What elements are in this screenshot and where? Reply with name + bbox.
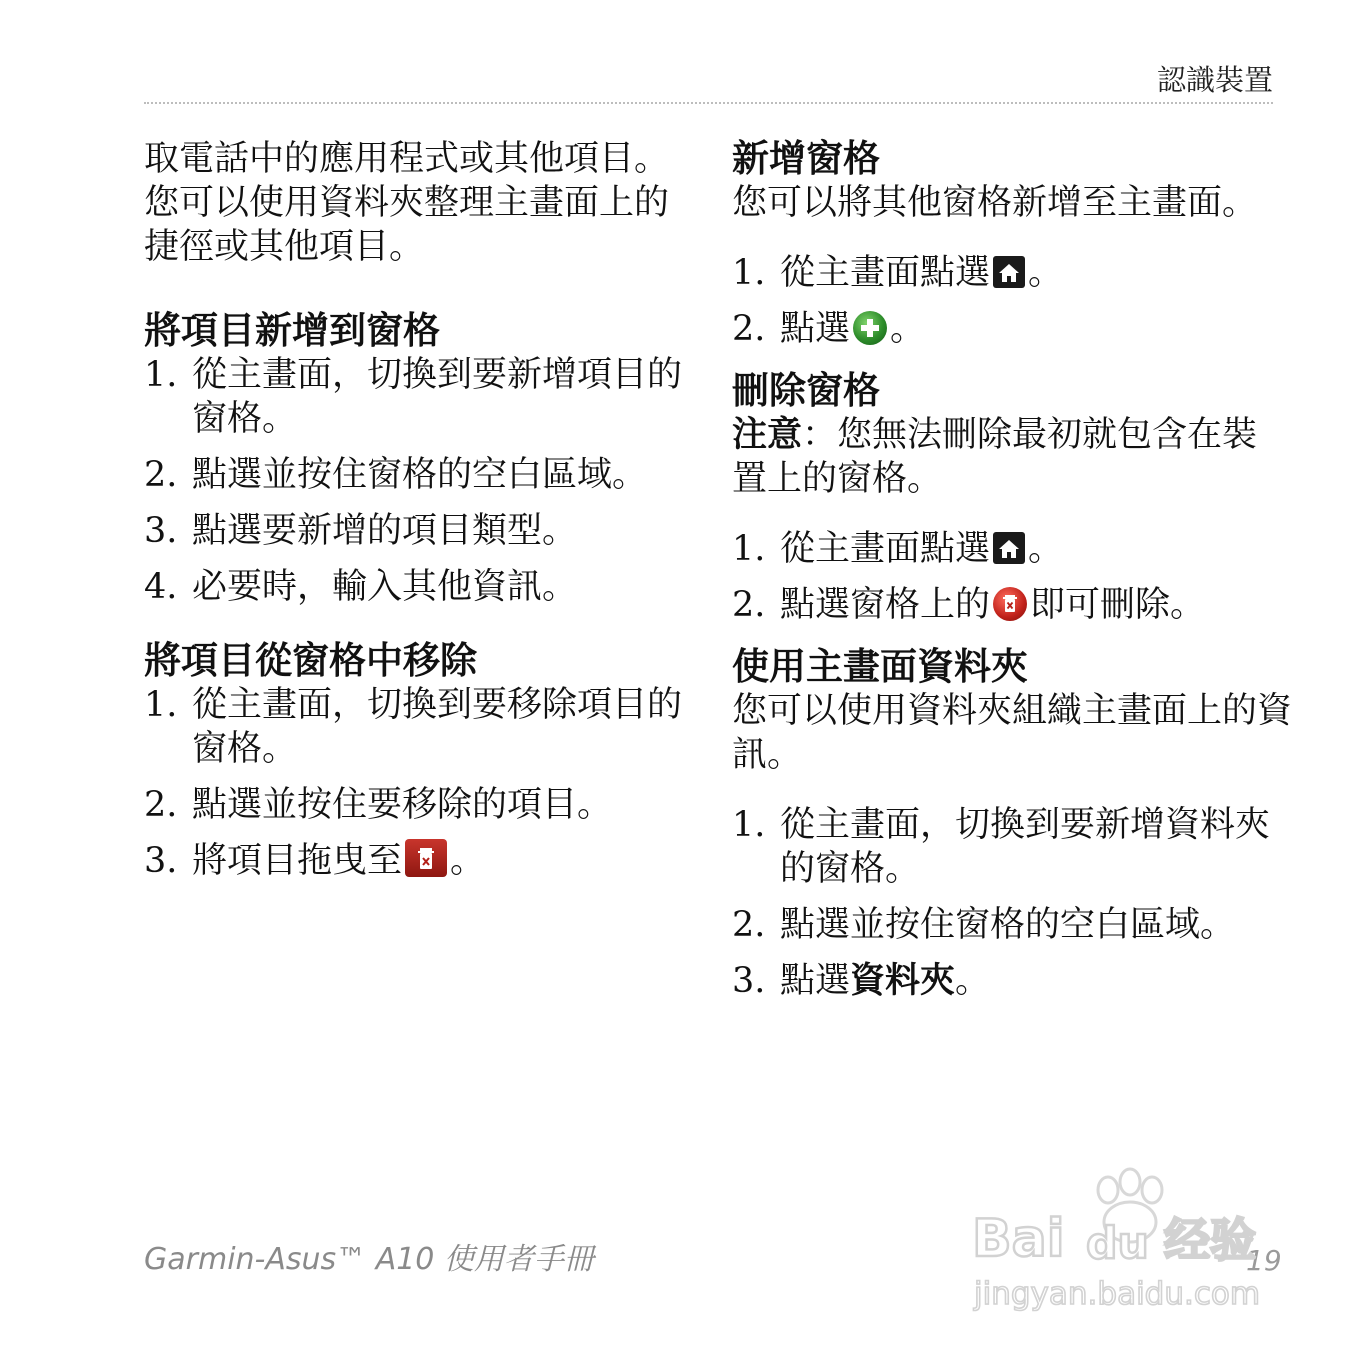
step-number: 1. <box>732 529 766 569</box>
step-text-before: 點選 <box>780 961 851 1001</box>
section-heading-add-item: 將項目新增到窗格 <box>144 309 440 352</box>
list-item <box>732 803 1292 891</box>
footer-manual-title: Garmin-Asus™ A10 使用者手冊 <box>144 1242 594 1277</box>
step-text: 從主畫面，切換到要移除項目的窗格。 <box>192 685 683 769</box>
left-column <box>144 137 684 913</box>
step-text <box>780 251 1292 295</box>
step-number: 1. <box>144 355 178 395</box>
step-number: 3. <box>732 961 766 1001</box>
svg-text:jingyan.baidu.com: jingyan.baidu.com <box>974 1276 1261 1312</box>
intro-paragraph: 取電話中的應用程式或其他項目。您可以使用資料夾整理主畫面上的捷徑或其他項目。 <box>144 139 670 267</box>
step-text: 從主畫面，切換到要新增資料夾的窗格。 <box>780 805 1271 889</box>
steps-add-pane <box>732 251 1292 351</box>
baidu-watermark-logo <box>968 1160 1298 1320</box>
home-icon <box>993 256 1025 288</box>
header-title: 認識裝置 <box>1156 63 1273 97</box>
step-number: 1. <box>732 253 766 293</box>
home-icon <box>993 532 1025 564</box>
step-number: 2. <box>732 905 766 945</box>
step-text <box>192 839 684 883</box>
list-item <box>144 565 684 609</box>
delete-icon <box>993 587 1027 621</box>
list-item <box>732 959 1292 1003</box>
page-number: 19 <box>1246 1244 1282 1277</box>
list-item <box>144 453 684 497</box>
list-item <box>144 509 684 553</box>
step-text: 點選並按住要移除的項目。 <box>192 785 613 825</box>
step-number: 2. <box>732 585 766 625</box>
home-folder-intro: 您可以使用資料夾組織主畫面上的資訊。 <box>732 691 1293 775</box>
step-text-after: 。 <box>450 841 486 881</box>
step-text-after: 。 <box>890 309 926 349</box>
step-text <box>780 527 1292 571</box>
note-text: ：您無法刪除最初就包含在裝置上的窗格。 <box>732 415 1258 499</box>
folder-term: 資料夾 <box>850 961 956 1001</box>
list-item <box>144 683 684 771</box>
step-number: 4. <box>144 567 178 607</box>
step-text: 必要時，輸入其他資訊。 <box>192 567 578 607</box>
list-item <box>732 903 1292 947</box>
step-number: 3. <box>144 511 178 551</box>
step-number: 2. <box>144 785 178 825</box>
step-text-after: 。 <box>1028 529 1064 569</box>
section-heading-home-folder: 使用主畫面資料夾 <box>732 645 1028 688</box>
step-text <box>780 307 1292 351</box>
svg-text:Bai: Bai <box>972 1209 1065 1269</box>
step-text-before: 從主畫面點選 <box>780 529 991 569</box>
trash-icon <box>405 839 447 877</box>
list-item <box>144 839 684 883</box>
step-text-after: 即可刪除。 <box>1030 585 1206 625</box>
add-icon <box>853 311 887 345</box>
list-item <box>732 527 1292 571</box>
step-text-before: 從主畫面點選 <box>780 253 991 293</box>
list-item <box>732 583 1292 627</box>
step-number: 2. <box>732 309 766 349</box>
note-label: 注意 <box>732 415 803 455</box>
step-text: 點選並按住窗格的空白區域。 <box>780 905 1236 945</box>
section-heading-delete-pane: 刪除窗格 <box>732 369 880 412</box>
list-item <box>732 307 1292 351</box>
step-text-after: 。 <box>955 961 991 1001</box>
list-item <box>144 353 684 441</box>
steps-remove-item <box>144 683 684 883</box>
step-number: 3. <box>144 841 178 881</box>
steps-delete-pane <box>732 527 1292 627</box>
svg-text:经验: 经验 <box>1164 1213 1256 1267</box>
steps-add-item <box>144 353 684 609</box>
step-text <box>780 959 1292 1003</box>
step-text-before: 點選 <box>780 309 851 349</box>
delete-pane-note <box>732 413 1292 501</box>
svg-text:du: du <box>1086 1218 1149 1269</box>
step-text: 點選並按住窗格的空白區域。 <box>192 455 648 495</box>
step-text-before: 點選窗格上的 <box>780 585 991 625</box>
step-number: 1. <box>732 805 766 845</box>
section-heading-add-pane: 新增窗格 <box>732 137 880 180</box>
step-number: 1. <box>144 685 178 725</box>
section-heading-remove-item: 將項目從窗格中移除 <box>144 639 477 682</box>
step-text-after: 。 <box>1028 253 1064 293</box>
step-number: 2. <box>144 455 178 495</box>
list-item <box>732 251 1292 295</box>
step-text-before: 將項目拖曳至 <box>192 841 403 881</box>
step-text: 點選要新增的項目類型。 <box>192 511 578 551</box>
header-divider <box>144 102 1273 104</box>
step-text <box>780 583 1292 627</box>
steps-home-folder <box>732 803 1292 1003</box>
step-text: 從主畫面，切換到要新增項目的窗格。 <box>192 355 683 439</box>
list-item <box>144 783 684 827</box>
right-column <box>732 137 1292 1033</box>
add-pane-intro: 您可以將其他窗格新增至主畫面。 <box>732 183 1258 223</box>
